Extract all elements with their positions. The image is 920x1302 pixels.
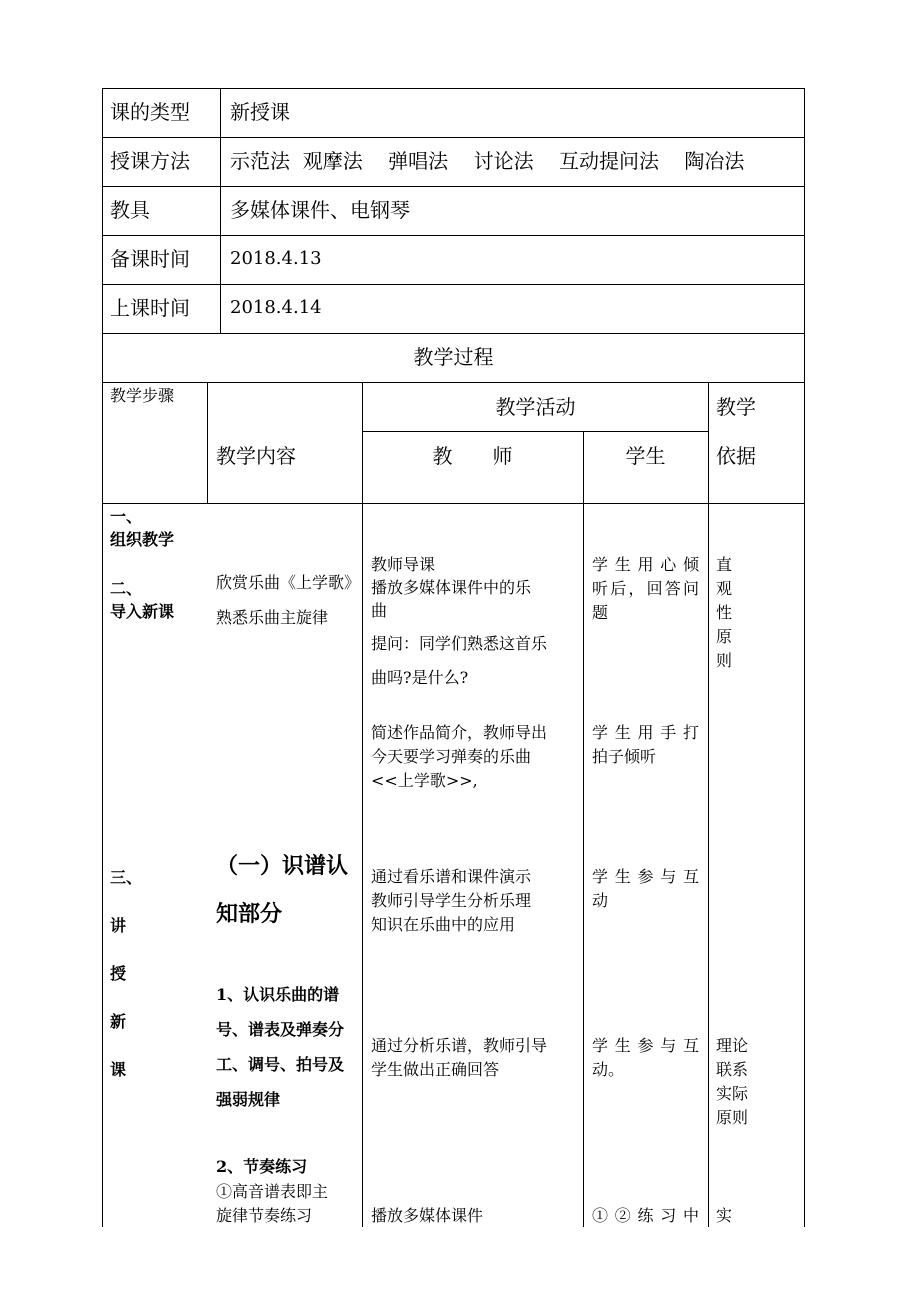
activity-subheader-line [362, 431, 709, 432]
content-item1-line: 号、谱表及弹奏分 [216, 1020, 345, 1039]
basis-char: 性 [716, 603, 733, 622]
prep-time-value: 2018.4.13 [230, 248, 322, 269]
prep-time-label: 备课时间 [110, 247, 190, 271]
student-header: 学生 [625, 444, 666, 468]
table-border-right [804, 88, 805, 1227]
basis-char: 原 [716, 627, 733, 646]
teacher-activity-line: <<上学歌>>, [371, 771, 478, 790]
basis-line: 原则 [716, 1108, 749, 1127]
process-header-bottom-line [102, 503, 805, 504]
step-2-name: 导入新课 [110, 602, 175, 621]
label-column-divider [220, 88, 221, 333]
basis-column-divider [708, 382, 709, 1227]
content-item1-line: 1、认识乐曲的谱 [216, 985, 340, 1004]
lesson-type-value: 新授课 [230, 100, 290, 124]
step-3-char: 讲 [110, 916, 127, 935]
row-line [102, 333, 805, 334]
row-line [102, 186, 805, 187]
student-activity-line: 学生用心倾 [592, 555, 699, 574]
teacher-activity-line: 教师导课 [371, 555, 436, 574]
basis-char: 直 [716, 555, 733, 574]
student-activity-line: 拍子倾听 [592, 747, 657, 766]
teacher-activity-line: 播放多媒体课件中的乐 [371, 578, 532, 597]
student-activity-line: 学生用手打 [592, 723, 699, 742]
teacher-activity-line: 曲 [371, 601, 388, 620]
basis-char: 实 [716, 1206, 733, 1225]
teacher-activity-line: 知识在乐曲中的应用 [371, 915, 516, 934]
step-3-char: 新 [110, 1012, 127, 1031]
content-item1-line: 强弱规律 [216, 1090, 281, 1109]
content-item2-title: 2、节奏练习 [216, 1157, 308, 1176]
content-item2-line: ①高音谱表即主 [216, 1182, 329, 1201]
steps-header: 教学步骤 [110, 386, 175, 405]
row-line [102, 284, 805, 285]
student-activity-line: 动 [592, 891, 609, 910]
teacher-activity-line: 学生做出正确回答 [371, 1060, 500, 1079]
teacher-column-divider [362, 382, 363, 1227]
student-activity-line: 学生参与互 [592, 1036, 699, 1055]
teaching-aids-value: 多媒体课件、电钢琴 [230, 198, 410, 222]
teacher-activity-line: 通过分析乐谱，教师引导 [371, 1036, 548, 1055]
process-title: 教学过程 [413, 345, 494, 369]
teaching-method-label: 授课方法 [110, 149, 190, 173]
basis-char: 观 [716, 579, 733, 598]
student-activity-line: ①②练习中 [592, 1206, 699, 1225]
step-2-number: 二、 [110, 579, 143, 598]
student-activity-line: 题 [592, 603, 609, 622]
basis-header-line1: 教学 [716, 395, 756, 419]
step-3-char: 授 [110, 964, 127, 983]
step-3-char: 课 [110, 1060, 127, 1079]
row-line [102, 137, 805, 138]
student-column-divider [583, 431, 584, 1227]
content-item1-line: 工、调号、拍号及 [216, 1055, 345, 1074]
content-column-divider [207, 382, 208, 504]
step-1-name: 组织教学 [110, 530, 175, 549]
activity-header: 教学活动 [495, 395, 576, 419]
teaching-aids-label: 教具 [110, 198, 150, 222]
teacher-header: 教 师 [432, 444, 513, 468]
student-activity-line: 听后，回答问 [592, 579, 699, 598]
section-heading-line1: （一）识谱认 [216, 853, 349, 879]
step-1-number: 一、 [110, 507, 143, 526]
teacher-activity-line: 教师引导学生分析乐理 [371, 891, 532, 910]
row-line [102, 235, 805, 236]
content-appreciation-line1: 欣赏乐曲《上学歌》 [216, 573, 361, 592]
lesson-type-label: 课的类型 [110, 100, 190, 124]
student-activity-line: 学生参与互 [592, 867, 699, 886]
content-item2-line: 旋律节奏练习 [216, 1206, 313, 1225]
class-time-label: 上课时间 [110, 296, 190, 320]
content-header: 教学内容 [216, 444, 296, 468]
row-line [102, 88, 805, 89]
teacher-activity-line: 今天要学习弹奏的乐曲 [371, 747, 532, 766]
teacher-question-line: 提问：同学们熟悉这首乐 [371, 634, 548, 653]
teacher-activity-line: 通过看乐谱和课件演示 [371, 867, 532, 886]
student-activity-line: 动。 [592, 1060, 625, 1079]
content-appreciation-line2: 熟悉乐曲主旋律 [216, 608, 329, 627]
teacher-question-line: 曲吗?是什么? [371, 668, 469, 687]
section-heading-line2: 知部分 [216, 901, 283, 927]
basis-line: 实际 [716, 1084, 749, 1103]
teaching-method-value: 示范法 观摩法 弹唱法 讨论法 互动提问法 陶冶法 [230, 149, 745, 173]
step-3-number: 三、 [110, 868, 143, 887]
basis-header-line2: 依据 [716, 444, 756, 468]
basis-line: 联系 [716, 1060, 749, 1079]
teacher-activity-line: 简述作品简介，教师导出 [371, 723, 548, 742]
teacher-activity-line: 播放多媒体课件 [371, 1206, 484, 1225]
basis-char: 则 [716, 651, 733, 670]
table-border-left [102, 88, 103, 1227]
class-time-value: 2018.4.14 [230, 297, 322, 318]
basis-line: 理论 [716, 1036, 749, 1055]
